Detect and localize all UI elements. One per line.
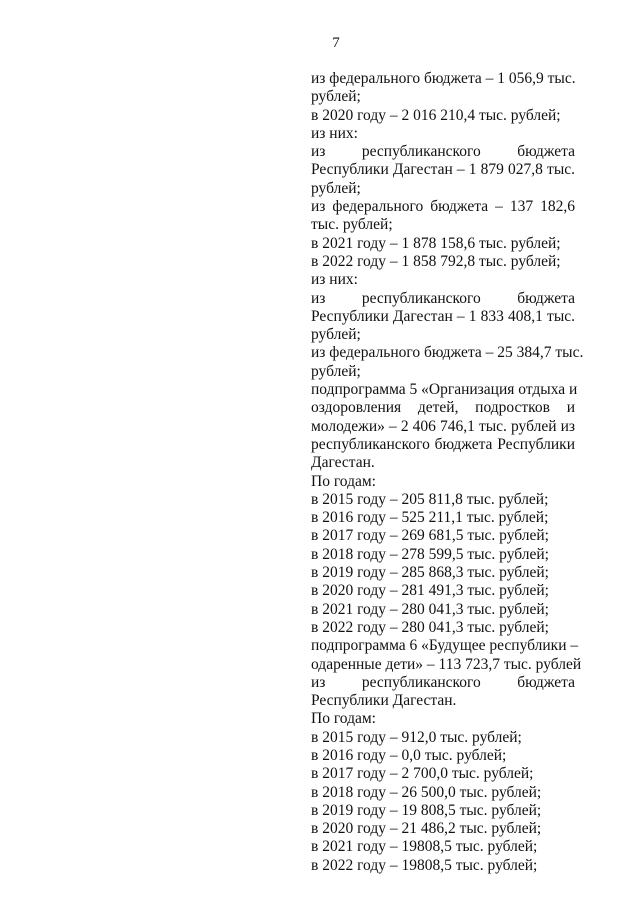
text-line: оздоровления детей, подростков и bbox=[311, 399, 575, 417]
text-line: рублей; bbox=[311, 88, 361, 106]
text-line: в 2022 году – 280 041,3 тыс. рублей; bbox=[311, 618, 549, 636]
text-line: в 2018 году – 278 599,5 тыс. рублей; bbox=[311, 545, 549, 563]
text-line: одаренные дети» – 113 723,7 тыс. рублей bbox=[311, 655, 582, 673]
text-line: в 2015 году – 912,0 тыс. рублей; bbox=[311, 728, 522, 746]
text-line: в 2020 году – 21 486,2 тыс. рублей; bbox=[311, 820, 542, 838]
text-line: рублей; bbox=[311, 179, 361, 197]
page-number: 7 bbox=[332, 35, 340, 51]
text-line: подпрограмма 6 «Будущее республики – bbox=[311, 637, 579, 655]
text-line: республиканского бюджета Республики bbox=[311, 435, 575, 453]
text-line: из республиканского бюджета bbox=[311, 289, 575, 307]
text-line: в 2015 году – 205 811,8 тыс. рублей; bbox=[311, 490, 549, 508]
text-line: подпрограмма 5 «Организация отдыха и bbox=[311, 381, 578, 399]
text-line: тыс. рублей; bbox=[311, 216, 393, 234]
text-line: Республики Дагестан – 1 833 408,1 тыс. bbox=[311, 307, 575, 325]
text-line: в 2021 году – 1 878 158,6 тыс. рублей; bbox=[311, 234, 561, 252]
text-line: в 2018 году – 26 500,0 тыс. рублей; bbox=[311, 783, 542, 801]
text-line: из федерального бюджета – 25 384,7 тыс. bbox=[311, 344, 584, 362]
text-line: рублей; bbox=[311, 326, 361, 344]
text-line: из республиканского бюджета bbox=[311, 143, 575, 161]
text-line: молодежи» – 2 406 746,1 тыс. рублей из bbox=[311, 417, 575, 435]
text-line: в 2020 году – 2 016 210,4 тыс. рублей; bbox=[311, 106, 561, 124]
text-line: По годам: bbox=[311, 710, 376, 728]
text-line: рублей; bbox=[311, 362, 361, 380]
text-line: из них: bbox=[311, 124, 358, 142]
text-line: в 2017 году – 2 700,0 тыс. рублей; bbox=[311, 765, 534, 783]
text-line: Республики Дагестан. bbox=[311, 692, 457, 710]
text-line: в 2021 году – 19808,5 тыс. рублей; bbox=[311, 838, 538, 856]
text-line: из них: bbox=[311, 271, 358, 289]
text-line: в 2020 году – 281 491,3 тыс. рублей; bbox=[311, 582, 549, 600]
text-line: в 2022 году – 1 858 792,8 тыс. рублей; bbox=[311, 252, 561, 270]
text-line: из республиканского бюджета bbox=[311, 673, 575, 691]
text-line: в 2022 году – 19808,5 тыс. рублей; bbox=[311, 856, 538, 874]
text-line: в 2016 году – 0,0 тыс. рублей; bbox=[311, 746, 507, 764]
text-line: Республики Дагестан – 1 879 027,8 тыс. bbox=[311, 161, 575, 179]
text-line: По годам: bbox=[311, 472, 376, 490]
text-line: в 2017 году – 269 681,5 тыс. рублей; bbox=[311, 527, 549, 545]
text-line: из федерального бюджета – 1 056,9 тыс. bbox=[311, 70, 576, 87]
document-text-column bbox=[311, 70, 584, 875]
text-line: в 2016 году – 525 211,1 тыс. рублей; bbox=[311, 509, 549, 527]
text-line: в 2021 году – 280 041,3 тыс. рублей; bbox=[311, 600, 549, 618]
text-line: из федерального бюджета – 137 182,6 bbox=[311, 198, 575, 216]
text-line: в 2019 году – 19 808,5 тыс. рублей; bbox=[311, 801, 542, 819]
text-line: Дагестан. bbox=[311, 454, 375, 472]
text-line: в 2019 году – 285 868,3 тыс. рублей; bbox=[311, 564, 549, 582]
